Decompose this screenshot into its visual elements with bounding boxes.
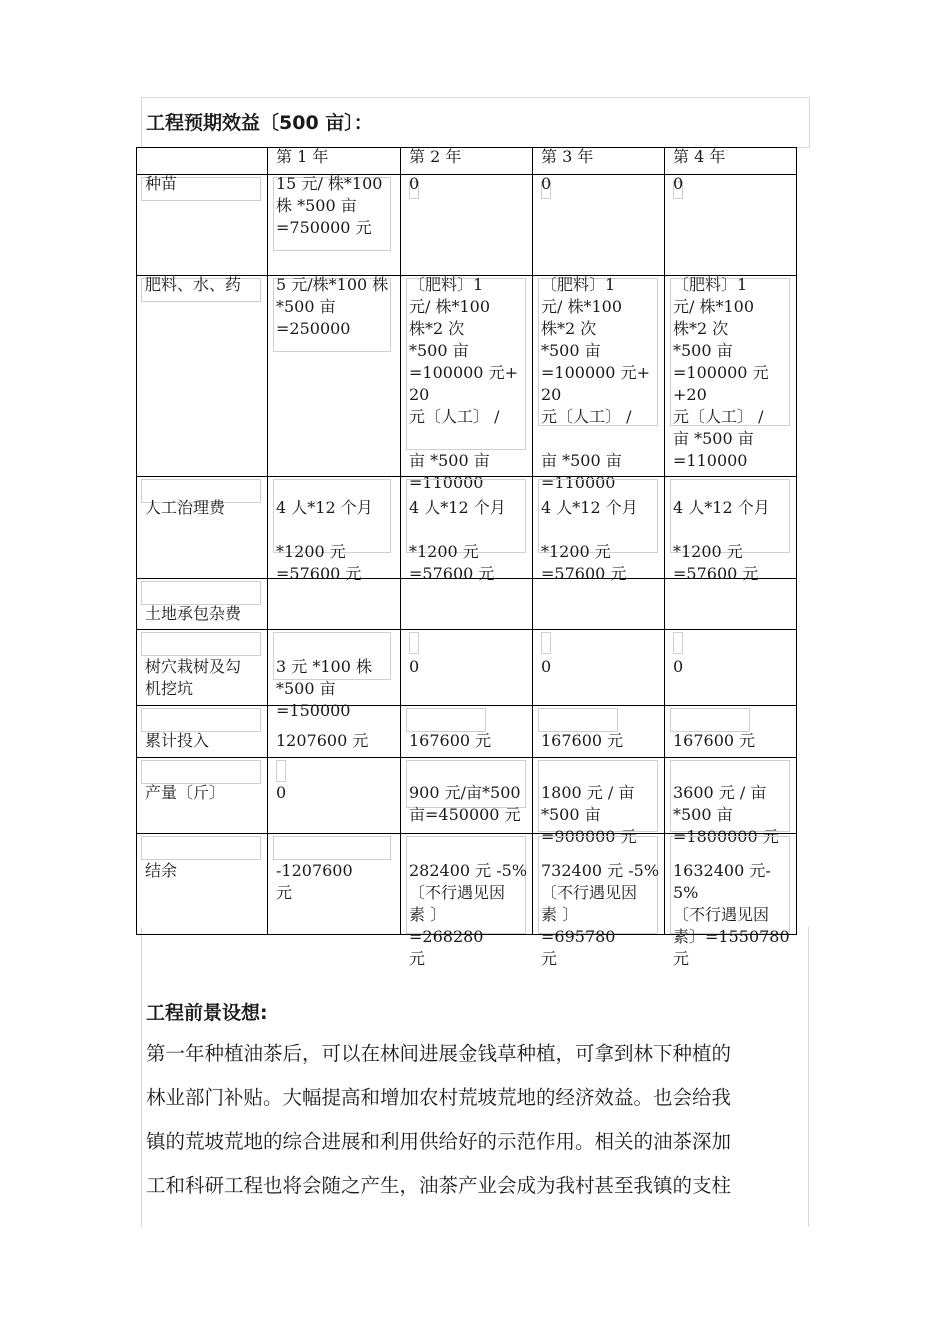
header-cell-year-2: 第 2 年 (401, 148, 533, 175)
table-row (137, 706, 797, 758)
row-label: 产量〔斤〕 (137, 758, 268, 834)
table-header-row (137, 148, 797, 175)
table-cell: 167600 元 (533, 706, 665, 758)
table-cell: 282400 元 -5% 〔不行遇见因 素 〕 =268280 元 (401, 834, 533, 935)
paragraph-line: 第一年种植油茶后，可以在林间进展金钱草种植，可拿到林下种植的 (146, 1042, 732, 1065)
table-cell: 167600 元 (665, 706, 797, 758)
table-cell (665, 579, 797, 630)
row-label: 累计投入 (137, 706, 268, 758)
table-cell: 0 (533, 175, 665, 276)
header-cell-year-4: 第 4 年 (665, 148, 797, 175)
table-cell: 732400 元 -5% 〔不行遇见因 素 〕 =695780 元 (533, 834, 665, 935)
table-cell: 〔肥料〕1 元/ 株*100 株*2 次 *500 亩 =100000 元+20 元〔人工〕 / 亩 *500 亩 =110000 (533, 276, 665, 477)
table-cell: 0 (401, 175, 533, 276)
table-cell: 1800 元 / 亩 *500 亩 =900000 元 (533, 758, 665, 834)
row-label: 肥料、水、药 (137, 276, 268, 477)
table-cell: 15 元/ 株*100 株 *500 亩 =750000 元 (268, 175, 401, 276)
paragraph-line: 林业部门补贴。大幅提高和增加农村荒坡荒地的经济效益。也会给我 (146, 1086, 732, 1109)
table-row (137, 834, 797, 935)
table-cell: 5 元/株*100 株 *500 亩 =250000 (268, 276, 401, 477)
table-row (137, 175, 797, 276)
table-cell: 0 (401, 630, 533, 706)
table-cell: -1207600 元 (268, 834, 401, 935)
table-cell: 4 人*12 个月 *1200 元 =57600 元 (268, 477, 401, 579)
section-title-expected-benefits: 工程预期效益〔500 亩〕： (146, 112, 373, 134)
page-frame-left (141, 927, 142, 1227)
table-cell (533, 579, 665, 630)
table-cell (401, 579, 533, 630)
table-row (137, 758, 797, 834)
table-cell: 0 (268, 758, 401, 834)
header-cell-year-3: 第 3 年 (533, 148, 665, 175)
benefit-table (136, 147, 797, 968)
row-label: 土地承包杂费 (137, 579, 268, 630)
section-title-prospects: 工程前景设想: (146, 1002, 268, 1024)
table-cell: 4 人*12 个月 *1200 元 =57600 元 (665, 477, 797, 579)
table-cell: 0 (665, 175, 797, 276)
table-row (137, 276, 797, 477)
table-cell (268, 579, 401, 630)
table-cell: 167600 元 (401, 706, 533, 758)
table-cell: 1207600 元 (268, 706, 401, 758)
table-cell: 〔肥料〕1 元/ 株*100 株*2 次 *500 亩 =100000 元+20 元〔人工〕 / 亩 *500 亩 =110000 (401, 276, 533, 477)
table-cell: 4 人*12 个月 *1200 元 =57600 元 (401, 477, 533, 579)
table-row (137, 477, 797, 579)
table-cell: 3 元 *100 株 *500 亩 =150000 (268, 630, 401, 706)
table-cell: 1632400 元- 5% 〔不行遇见因 素〕=1550780 元 (665, 834, 797, 935)
paragraph-line: 镇的荒坡荒地的综合进展和利用供给好的示范作用。相关的油茶深加 (146, 1130, 732, 1153)
table-cell: 4 人*12 个月 *1200 元 =57600 元 (533, 477, 665, 579)
table-cell: 3600 元 / 亩 *500 亩 =1800000 元 (665, 758, 797, 834)
row-label: 人工治理费 (137, 477, 268, 579)
paragraph-line: 工和科研工程也将会随之产生，油茶产业会成为我村甚至我镇的支柱 (146, 1174, 732, 1197)
header-cell-year-1: 第 1 年 (268, 148, 401, 175)
row-label: 树穴栽树及勾 机挖坑 (137, 630, 268, 706)
table-cell: 900 元/亩*500 亩=450000 元 (401, 758, 533, 834)
row-label: 结余 (137, 834, 268, 935)
table-cell: 〔肥料〕1 元/ 株*100 株*2 次 *500 亩 =100000 元 +20 元〔人工〕 / 亩 *500 亩 =110000 (665, 276, 797, 477)
table-row (137, 579, 797, 630)
table-cell: 0 (533, 630, 665, 706)
table-cell: 0 (665, 630, 797, 706)
row-label: 种苗 (137, 175, 268, 276)
table-row (137, 630, 797, 706)
header-cell-empty (137, 148, 268, 175)
